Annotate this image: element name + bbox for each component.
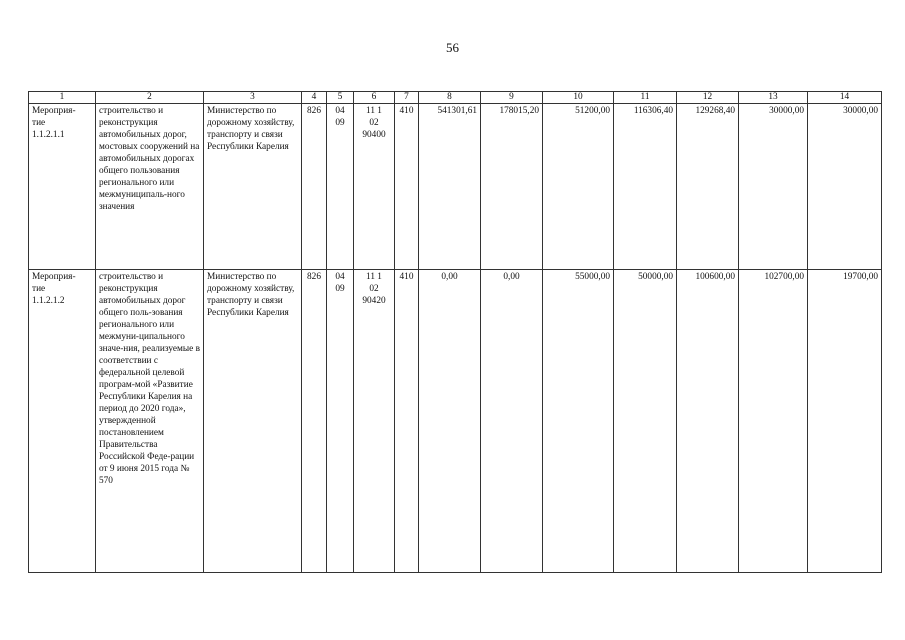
activity-description: строительство и реконструкция автомобильных дорог, мостовых сооружений на автомобильных дорогах общего пользования регионального или межмуниципаль-ного значения — [96, 104, 204, 270]
column-header: 6 — [354, 92, 395, 104]
column-header: 14 — [808, 92, 882, 104]
column-header: 9 — [481, 92, 543, 104]
activity-id: Мероприя- тие 1.1.2.1.1 — [29, 104, 96, 270]
page-number: 56 — [446, 40, 459, 55]
amount-cell: 100600,00 — [677, 270, 739, 573]
rzpr-code: 04 09 — [327, 104, 354, 270]
column-header: 12 — [677, 92, 739, 104]
vr-code: 410 — [395, 104, 419, 270]
column-header: 3 — [204, 92, 302, 104]
table-row — [29, 270, 882, 573]
executor: Министерство по дорожному хозяйству, транспорту и связи Республики Карелия — [204, 104, 302, 270]
grbs-code: 826 — [302, 270, 327, 573]
column-header: 10 — [543, 92, 614, 104]
column-header: 8 — [419, 92, 481, 104]
amount-cell: 55000,00 — [543, 270, 614, 573]
column-header: 5 — [327, 92, 354, 104]
column-header: 13 — [739, 92, 808, 104]
table-row — [29, 104, 882, 270]
amount-cell: 178015,20 — [481, 104, 543, 270]
column-header: 1 — [29, 92, 96, 104]
activity-id: Мероприя- тие 1.1.2.1.2 — [29, 270, 96, 573]
amount-cell: 116306,40 — [614, 104, 677, 270]
grbs-code: 826 — [302, 104, 327, 270]
column-header: 2 — [96, 92, 204, 104]
csr-code: 11 1 02 90420 — [354, 270, 395, 573]
column-header: 4 — [302, 92, 327, 104]
amount-cell: 541301,61 — [419, 104, 481, 270]
amount-cell: 19700,00 — [808, 270, 882, 573]
rzpr-code: 04 09 — [327, 270, 354, 573]
budget-table — [28, 91, 882, 573]
column-header: 7 — [395, 92, 419, 104]
vr-code: 410 — [395, 270, 419, 573]
amount-cell: 0,00 — [481, 270, 543, 573]
column-header: 11 — [614, 92, 677, 104]
amount-cell: 0,00 — [419, 270, 481, 573]
executor: Министерство по дорожному хозяйству, транспорту и связи Республики Карелия — [204, 270, 302, 573]
amount-cell: 50000,00 — [614, 270, 677, 573]
amount-cell: 30000,00 — [739, 104, 808, 270]
activity-description: строительство и реконструкция автомобильных дорог общего поль-зования регионального или межмуни-ципального значе-ния, реализуемые в соответствии с федеральной целевой програм-мой «Развитие Республики Карелия на период до 2020 года», утвержденной постановлением Правительства Российской Феде-рации от 9 июня 2015 года № 570 — [96, 270, 204, 573]
amount-cell: 30000,00 — [808, 104, 882, 270]
csr-code: 11 1 02 90400 — [354, 104, 395, 270]
amount-cell: 129268,40 — [677, 104, 739, 270]
amount-cell: 102700,00 — [739, 270, 808, 573]
amount-cell: 51200,00 — [543, 104, 614, 270]
header-row — [29, 92, 882, 104]
